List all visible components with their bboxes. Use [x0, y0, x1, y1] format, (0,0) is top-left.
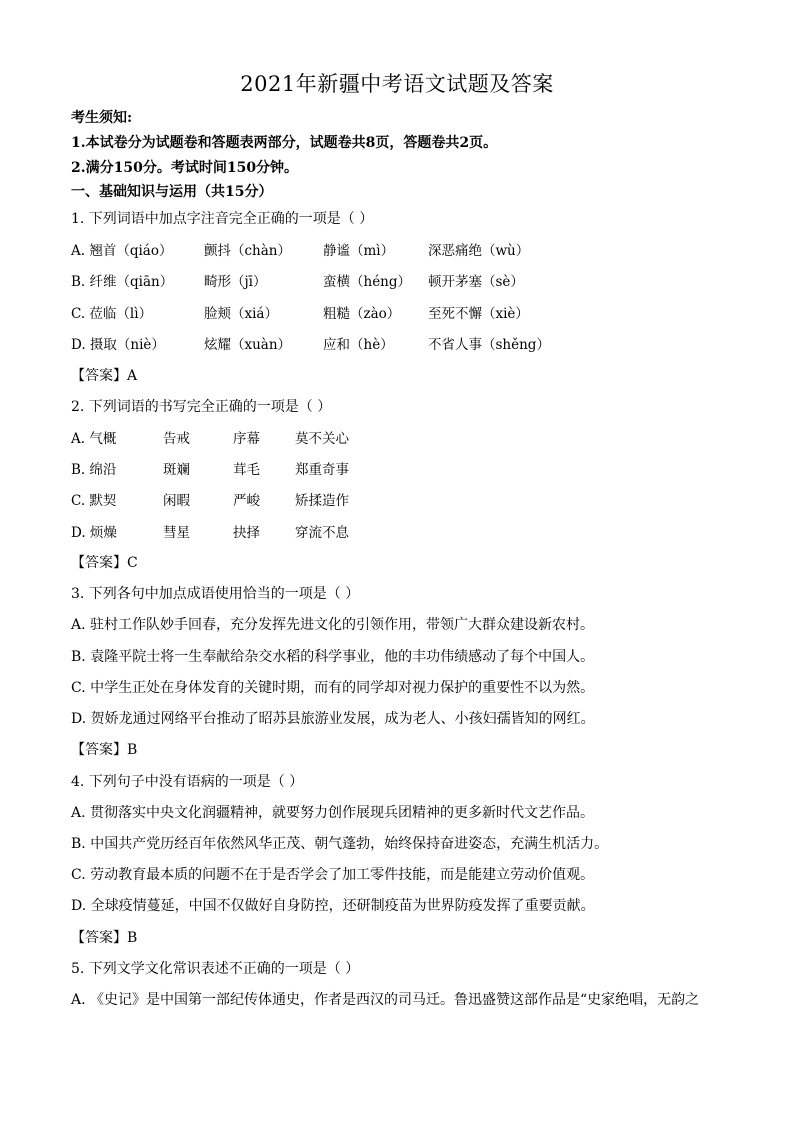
- q2-d-word-1: D. 烦燥: [71, 525, 117, 541]
- q2-c-word-1: C. 默契: [71, 493, 117, 509]
- q1-d-word-3: 应和（hè）: [323, 337, 394, 353]
- q1-c-word-4: 至死不懈（xiè）: [428, 306, 529, 322]
- question-5-stem: 5. 下列文学文化常识表述不正确的一项是（ ）: [71, 961, 360, 977]
- q4-option-a: A. 贯彻落实中央文化润疆精神，就要努力创作展现兵团精神的更多新时代文艺作品。: [71, 805, 595, 821]
- q3-answer: 【答案】B: [71, 742, 138, 758]
- q2-b-word-1: B. 绵沿: [71, 462, 117, 478]
- q5-option-a: A. 《史记》是中国第一部纪传体通史，作者是西汉的司马迁。鲁迅盛赞这部作品是“史家绝唱，无韵之: [71, 992, 700, 1008]
- question-2-stem: 2. 下列词语的书写完全正确的一项是（ ）: [71, 399, 332, 415]
- notice-heading: 考生须知:: [71, 110, 133, 126]
- q1-b-word-3: 蛮横（héng）: [323, 274, 412, 290]
- q2-d-word-2: 彗星: [163, 525, 190, 541]
- q1-c-word-1: C. 莅临（lì）: [71, 306, 153, 322]
- q1-a-word-3: 静谧（mì）: [323, 243, 395, 259]
- q4-answer: 【答案】B: [71, 930, 138, 946]
- q1-d-word-4: 不省人事（shěng）: [428, 337, 550, 353]
- q1-a-word-2: 颤抖（chàn）: [204, 243, 291, 259]
- q3-option-c: C. 中学生正处在身体发育的关键时期，而有的同学却对视力保护的重要性不以为然。: [71, 680, 595, 696]
- q2-b-word-4: 郑重奇事: [295, 462, 349, 478]
- q1-c-word-3: 粗糙（zào）: [323, 306, 401, 322]
- q1-c-word-2: 脸颊（xiá）: [204, 306, 278, 322]
- q2-answer: 【答案】C: [71, 555, 138, 571]
- section-1-heading: 一、基础知识与运用（共15分）: [71, 184, 273, 200]
- question-3-stem: 3. 下列各句中加点成语使用恰当的一项是（ ）: [71, 586, 360, 602]
- q1-b-word-4: 顿开茅塞（sè）: [428, 274, 524, 290]
- q2-b-word-3: 茸毛: [233, 462, 260, 478]
- notice-item-2: 2.满分150分。考试时间150分钟。: [71, 160, 299, 176]
- q2-a-word-2: 告戒: [163, 431, 190, 447]
- q1-answer: 【答案】A: [71, 368, 138, 384]
- question-1-stem: 1. 下列词语中加点字注音完全正确的一项是（ ）: [71, 211, 374, 227]
- q1-d-word-1: D. 摄取（niè）: [71, 337, 165, 353]
- q3-option-d: D. 贺娇龙通过网络平台推动了昭苏县旅游业发展，成为老人、小孩妇孺皆知的网红。: [71, 711, 595, 727]
- q2-a-word-1: A. 气概: [71, 431, 117, 447]
- q2-a-word-4: 莫不关心: [295, 431, 349, 447]
- q2-a-word-3: 序幕: [233, 431, 260, 447]
- q4-option-b: B. 中国共产党历经百年依然风华正茂、朝气蓬勃，始终保持奋进姿态，充满生机活力。: [71, 836, 609, 852]
- q2-b-word-2: 斑斓: [163, 462, 190, 478]
- notice-item-1: 1.本试卷分为试题卷和答题表两部分，试题卷共8页，答题卷共2页。: [71, 135, 498, 151]
- q2-c-word-2: 闲暇: [163, 493, 190, 509]
- q1-a-word-4: 深恶痛绝（wù）: [428, 243, 530, 259]
- q4-option-c: C. 劳动教育最本质的问题不在于是否学会了加工零件技能，而是能建立劳动价值观。: [71, 867, 595, 883]
- q2-d-word-4: 穿流不息: [295, 525, 349, 541]
- q1-b-word-1: B. 纤维（qiān）: [71, 274, 174, 290]
- q2-c-word-4: 矫揉造作: [295, 493, 349, 509]
- q4-option-d: D. 全球疫情蔓延，中国不仅做好自身防控，还研制疫苗为世界防疫发挥了重要贡献。: [71, 898, 595, 914]
- q1-d-word-2: 炫耀（xuàn）: [204, 337, 292, 353]
- q2-c-word-3: 严峻: [233, 493, 260, 509]
- document-title: 2021年新疆中考语文试题及答案: [240, 72, 554, 96]
- question-4-stem: 4. 下列句子中没有语病的一项是（ ）: [71, 774, 304, 790]
- q3-option-a: A. 驻村工作队妙手回春，充分发挥先进文化的引领作用，带领广大群众建设新农村。: [71, 617, 595, 633]
- q1-b-word-2: 畸形（jī）: [204, 274, 267, 290]
- q1-a-word-1: A. 翘首（qiáo）: [71, 243, 173, 259]
- q3-option-b: B. 袁隆平院士将一生奉献给杂交水稻的科学事业，他的丰功伟绩感动了每个中国人。: [71, 649, 595, 665]
- q2-d-word-3: 抉择: [233, 525, 260, 541]
